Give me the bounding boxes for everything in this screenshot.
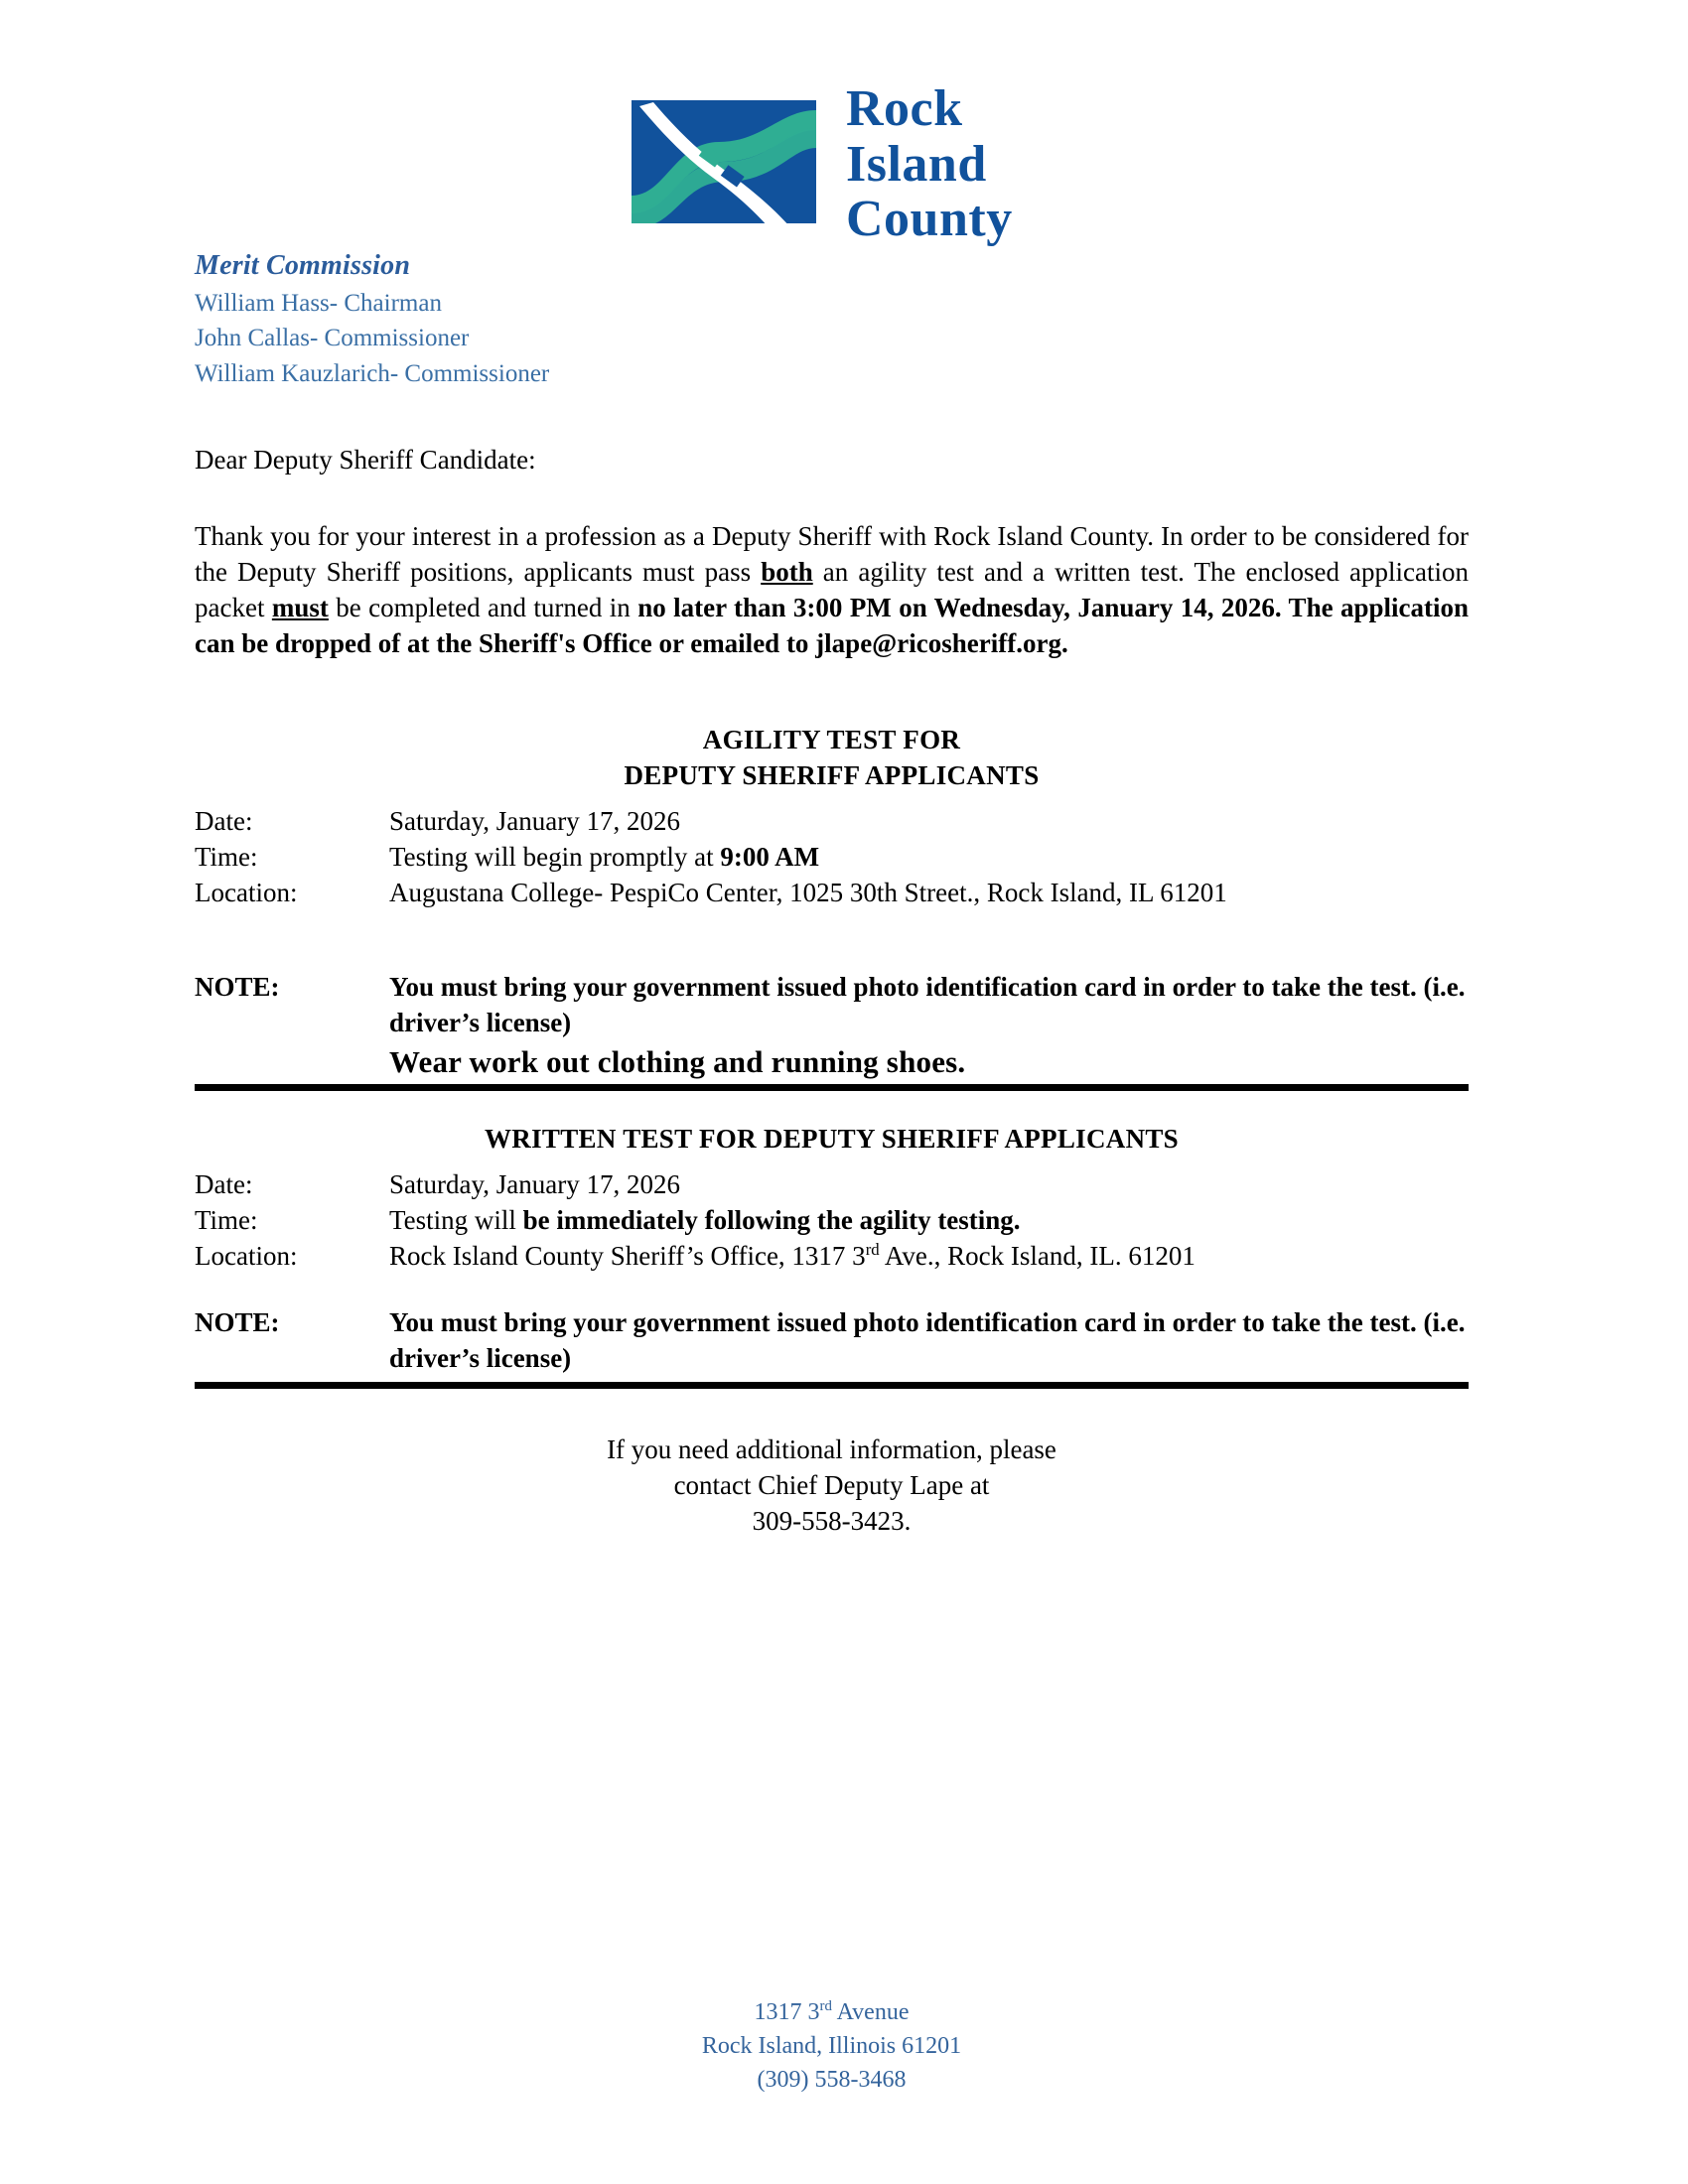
logo-word-line-1: Rock	[846, 80, 963, 137]
intro-emphasis-both: both	[761, 556, 813, 587]
footer-city-line: Rock Island, Illinois 61201	[701, 2033, 962, 2060]
section-divider-rule	[195, 1084, 1469, 1091]
agility-date-value: Saturday, January 17, 2026	[389, 806, 680, 836]
written-location-prefix: Rock Island County Sheriff’s Office, 1317 3	[389, 1240, 866, 1271]
logo-word-line-2: Island	[846, 135, 987, 193]
intro-text-part-1: Thank you for your interest in a profession as a Deputy Sheriff with Rock Island County. In order to be considered for the Deputy Sheriff positions, applicants must pass	[195, 521, 1469, 587]
written-note-block	[195, 1305, 1476, 1377]
intro-deadline-text: no later than 3:00 PM on Wednesday, January 14, 2026. The application can be dropped of at the Sheriff's Office or emailed to jlape@ricosheriff.org.	[195, 592, 1470, 658]
written-time-label: Time:	[195, 1204, 258, 1235]
contact-phone: 309-558-3423.	[752, 1505, 912, 1536]
agility-location-label: Location:	[195, 877, 298, 907]
section-divider-rule	[195, 1382, 1469, 1389]
agility-note-line-2: Wear work out clothing and running shoes.	[389, 1043, 966, 1079]
written-test-details	[195, 1167, 1476, 1275]
contact-line-1: If you need additional information, please	[607, 1434, 1056, 1464]
written-date-row	[195, 1167, 1476, 1203]
agility-test-heading	[195, 723, 1469, 794]
contact-line-2: contact Chief Deputy Lape at	[673, 1469, 990, 1500]
agility-location-row	[195, 876, 1476, 911]
intro-emphasis-must: must	[271, 592, 329, 622]
agility-test-details	[195, 804, 1476, 911]
contact-block	[195, 1433, 1469, 1540]
written-note-body	[389, 1305, 1476, 1377]
written-test-heading	[195, 1122, 1469, 1158]
agility-heading-line-1: AGILITY TEST FOR	[702, 725, 961, 754]
page-footer	[195, 1995, 1469, 2097]
footer-address-line	[195, 1995, 1469, 2029]
footer-address-ordinal: rd	[819, 1998, 832, 2014]
written-time-text: Testing will	[389, 1204, 523, 1235]
written-note-line-1: You must bring your government issued photo identification card in order to take the test. (i.e. driver’s license)	[389, 1307, 1466, 1373]
rock-island-county-logo-icon	[632, 100, 816, 227]
written-time-value	[389, 1203, 1476, 1239]
written-location-label: Location:	[195, 1240, 298, 1271]
agility-time-bold: 9:00 AM	[720, 841, 820, 872]
written-time-bold: be immediately following the agility testing.	[522, 1204, 1021, 1235]
footer-address-number: 1317 3	[754, 1999, 820, 2025]
written-location-value	[389, 1239, 1476, 1275]
merit-commission-member: William Kauzlarich- Commissioner	[195, 359, 550, 387]
merit-commission-title: Merit Commission	[195, 250, 411, 281]
footer-phone-line: (309) 558-3468	[757, 2067, 907, 2094]
agility-heading-line-2: DEPUTY SHERIFF APPLICANTS	[624, 759, 1040, 790]
letter-intro-paragraph	[195, 519, 1469, 662]
agility-time-value	[389, 840, 1476, 876]
merit-commission-member: William Hass- Chairman	[195, 289, 442, 317]
written-location-suffix: Ave., Rock Island, IL. 61201	[879, 1240, 1196, 1271]
agility-time-label: Time:	[195, 841, 258, 872]
written-date-label: Date:	[195, 1169, 253, 1199]
letterhead-logo	[632, 81, 1013, 247]
written-time-row	[195, 1203, 1476, 1239]
agility-note-line-1: You must bring your government issued photo identification card in order to take the test. (i.e. driver’s license)	[389, 972, 1466, 1037]
logo-word-line-3: County	[846, 191, 1013, 248]
agility-date-row	[195, 804, 1476, 840]
written-note-label: NOTE:	[195, 1307, 280, 1337]
agility-date-label: Date:	[195, 806, 253, 836]
agility-note-block	[195, 970, 1476, 1082]
agility-time-text: Testing will begin promptly at	[389, 841, 721, 872]
agility-location-value: Augustana College- PespiCo Center, 1025 30th Street., Rock Island, IL 61201	[389, 877, 1227, 907]
agility-time-row	[195, 840, 1476, 876]
written-heading-line-1: WRITTEN TEST FOR DEPUTY SHERIFF APPLICANTS	[485, 1124, 1179, 1154]
footer-address-street: Avenue	[831, 1999, 910, 2025]
written-location-ordinal: rd	[865, 1239, 880, 1259]
intro-text-part-2: an agility test and a written test. The enclosed application packet	[195, 556, 1469, 622]
merit-commission-block	[195, 246, 549, 391]
merit-commission-member: John Callas- Commissioner	[195, 325, 470, 352]
agility-note-body	[389, 970, 1476, 1082]
written-date-value: Saturday, January 17, 2026	[389, 1169, 680, 1199]
written-location-row	[195, 1239, 1476, 1275]
agility-note-label: NOTE:	[195, 972, 280, 1002]
intro-text-part-3: be completed and turned in	[328, 592, 638, 622]
logo-wordmark	[846, 81, 1013, 247]
letter-salutation: Dear Deputy Sheriff Candidate:	[195, 445, 536, 475]
